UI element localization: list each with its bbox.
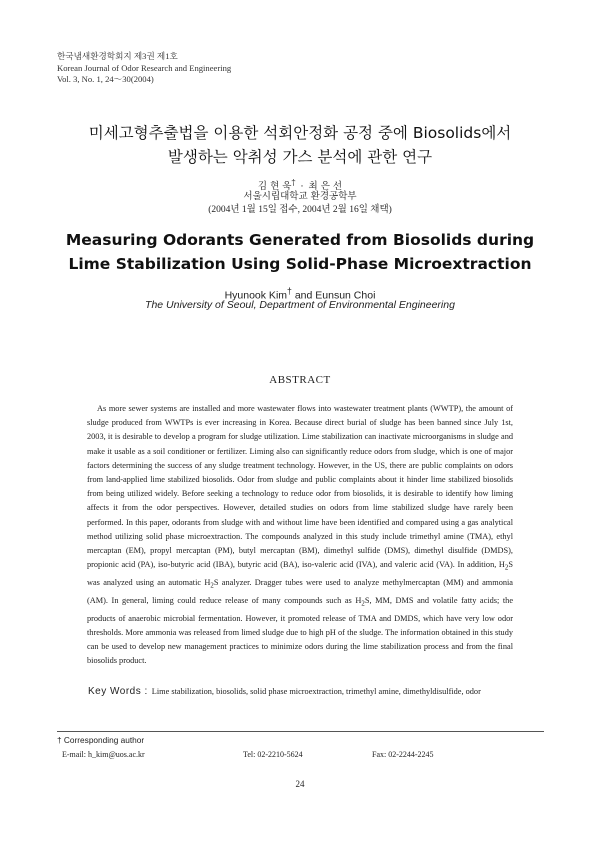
author1-ko: 김 현 욱 xyxy=(257,181,292,193)
page-number: 24 xyxy=(295,779,305,789)
corresponding-mark-en: † xyxy=(287,286,292,296)
title-korean-line1: 미세고형추출법을 이용한 석회안정화 공정 중에 Biosolids에서 xyxy=(88,124,512,142)
affiliation-korean: 서울시립대학교 환경공학부 xyxy=(243,191,357,202)
author-separator: · xyxy=(300,181,304,193)
abstract-text-1: As more sewer systems are installed and more wastewater flows into wastewater treatment plants (WWTP), the amount of sludge produced from WWTPs is ever increasing in Korea. Because direct burial of sludge has been banned since July 1st, 2003, it is desirable to develop a program for sludge utilization. Lime stabilization can inactivate microorganisms in sludge and make it usable as a soil conditioner or fertilizer. Liming also can significantly reduce odors from sludge, which is one of major factors determining the success of any sludge treatment technology. However, in the US, there are public complaints on odors from land-applied lime stabilized biosolids. Odor from sludge and public complaints about it hinder lime stabilized biosolids from being utilized widely. Before seeking a technology to reduce odor from biosolids, it is desirable to identify how liming affects it from the odor perspectives. However, detailed studies on odors from lime stabilized sludge have rarely been performed. In this paper, odorants from sludge with and without lime have been identified and compared using a gas analytical method utilizing solid phase microextraction. The compounds analyzed in this study include trimethyl amine (TMA), ethyl mercaptan (EM), propyl mercaptan (PM), butyl mercaptan (BM), dimethyl sulfide (DMS), dimethyl disulfide (DMDS), propionic acid (PA), iso-butyric acid (IBA), butyric acid (BA), iso-valeric acid (IVA), and valeric acid (VA). In addition, H xyxy=(87,404,513,570)
abstract-text-3: S analyzer. Dragger tubes were used to analyze methylmercaptan (MM) and ammonia (AM). In general, liming could reduce release of many compounds such as H xyxy=(87,578,513,605)
title-english xyxy=(0,228,600,276)
affiliation-english: The University of Seoul, Department of Environmental Engineering xyxy=(145,299,455,311)
journal-name-en: Korean Journal of Odor Research and Engineering xyxy=(57,62,232,73)
author-conjunction: and xyxy=(294,289,313,302)
subscript: 2 xyxy=(361,600,365,608)
abstract-heading: ABSTRACT xyxy=(269,374,331,386)
journal-volume: Vol. 3, No. 1, 24～30(2004) xyxy=(57,74,154,84)
contact-fax: Fax: 02-2244-2245 xyxy=(372,750,434,759)
journal-name-ko: 한국냄새환경학회지 제3권 제1호 xyxy=(57,51,178,61)
keywords-label: Key Words : xyxy=(88,686,148,697)
received-accepted-dates: (2004년 1월 15일 접수, 2004년 2월 16일 채택) xyxy=(208,205,392,215)
subscript: 2 xyxy=(210,582,214,590)
title-korean xyxy=(0,121,600,169)
abstract-text-2: S was analyzed using an automatic H xyxy=(87,560,513,588)
abstract-text-4: S, MM, DMS and volatile fatty acids; the products of anaerobic microbial fermentation. However, it promoted release of TMA and DMDS, which have very low odor thresholds. More ammonia was released from limed sludge due to high pH of the sludge. The information obtained in this study can be used to develop new management practices to minimize odors during the lime stabilization process and from the final biosolids product. xyxy=(87,595,514,666)
corresponding-mark: † xyxy=(291,178,296,187)
contact-email: E-mail: h_kim@uos.ac.kr xyxy=(62,750,145,759)
footnote-divider xyxy=(57,731,544,732)
contact-tel: Tel: 02-2210-5624 xyxy=(243,750,303,759)
title-english-line1: Measuring Odorants Generated from Biosolids during xyxy=(65,231,535,249)
abstract-body xyxy=(87,402,513,669)
author1-en: Hyunook Kim xyxy=(224,289,288,302)
keywords xyxy=(88,685,513,699)
journal-header xyxy=(57,51,231,86)
title-korean-line2: 발생하는 악취성 가스 분석에 관한 연구 xyxy=(167,148,433,166)
title-english-line2: Lime Stabilization Using Solid-Phase Microextraction xyxy=(68,255,532,273)
subscript: 2 xyxy=(504,564,509,572)
keywords-text: Lime stabilization, biosolids, solid phase microextraction, trimethyl amine, dimethyldisulfide, odor xyxy=(151,687,481,696)
corresponding-author-label: † Corresponding author xyxy=(57,735,145,745)
author2-ko: 최 은 선 xyxy=(308,181,343,193)
author2-en: Eunsun Choi xyxy=(315,289,376,302)
